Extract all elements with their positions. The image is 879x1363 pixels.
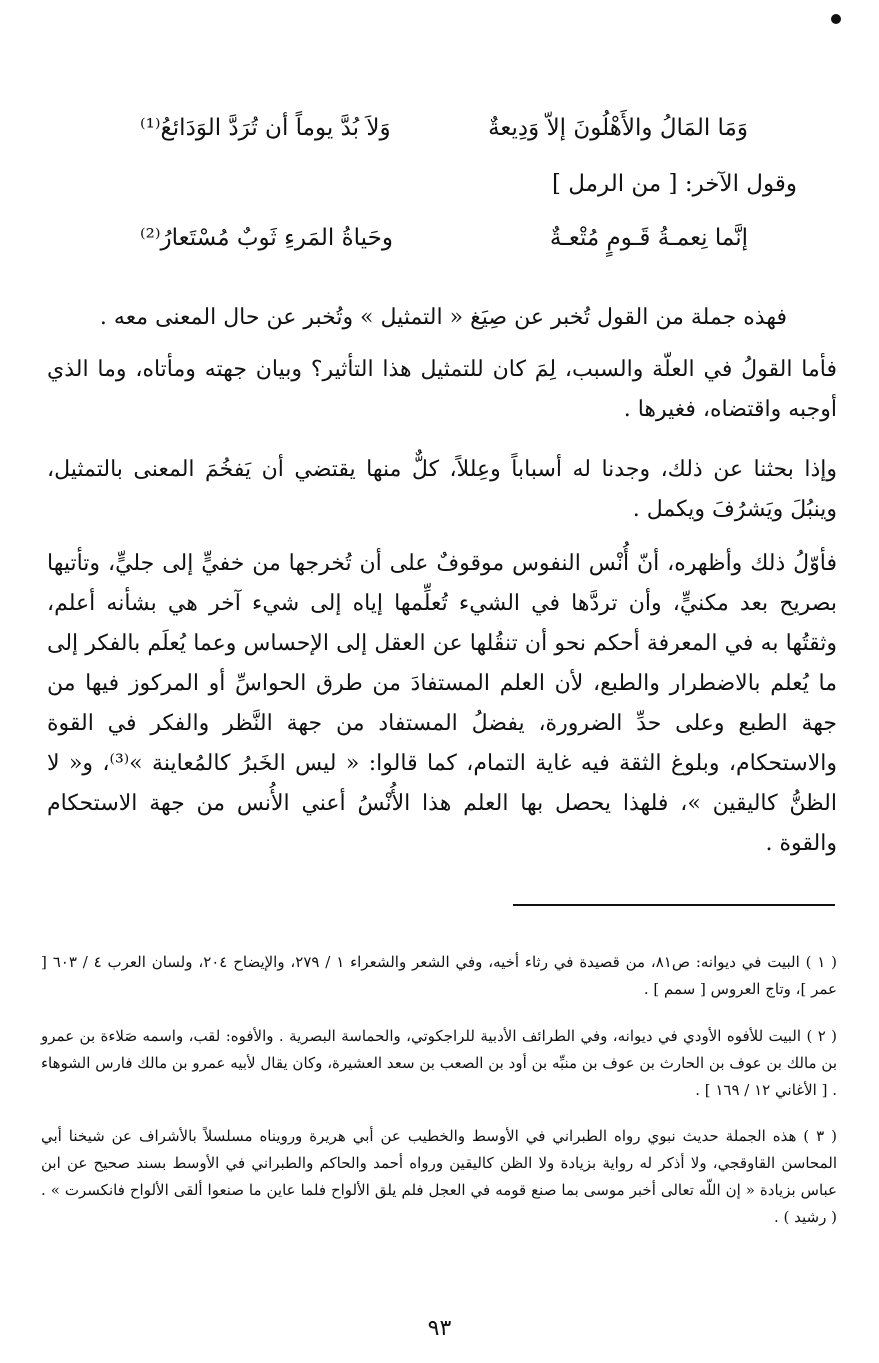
second-hemistich: وَلاَ بُدَّ يوماً أن تُرَدَّ الوَدَائعُ⁽¹⁾ [140, 115, 391, 141]
page-corner-dot [831, 14, 841, 24]
body-paragraph: فأما القولُ في العلّة والسبب، لِمَ كان للتمثيل هذا التأثير؟ وبيان جهته ومأتاه، وما الذي أوجبه واقتضاه، فغيرها . [47, 357, 837, 422]
body-paragraph: فهذه جملة من القول تُخبر عن صِيَغ « التمثيل » وتُخبر عن حال المعنى معه . [99, 305, 787, 330]
footnote-separator [513, 904, 835, 906]
poetry-verse [140, 214, 748, 262]
footnote: ( ١ ) البيت في ديوانه: ص٨١، من قصيدة في رثاء أخيه، وفي الشعر والشعراء ١ / ٢٧٩، والإيضاح ٢٠٤، ولسان العرب ٤ / ٦٠٣ [ عمر ]، وتاج العروس [ سمم ] . [41, 953, 838, 998]
footnote: ( ٣ ) هذه الجملة حديث نبوي رواه الطبراني في الأوسط والخطيب عن أبي هريرة ورويناه مسلسلاً بالأشراف عن شيخنا أبي المحاسن القاوقجي، ولا أذكر له رواية بزيادة ولا الظن كاليقين ورواه أحمد والحاكم والطبراني في الأوسط بسند صحيح عن ابن عباس بزيادة « إن اللّه تعالى أخبر موسى بما صنع قومه في العجل فلم يلق الألواح فلما عاين ما صنعوا ألقى الألواح فانكسرت » . ( رشيد ) . [41, 1127, 837, 1226]
body-paragraph: فأوّلُ ذلك وأظهره، أنّ أُنْس النفوس موقوفٌ على أن تُخرجها من خفيٍّ إلى جليٍّ، وتأتيها بصريح بعد مكنيٍّ، وأن تردَّها في الشيء تُعلِّمها إياه إلى شيء آخر هي بشأنه أعلم، وثقتُها به في المعرفة أحكم نحو أن تنقُلها عن العقل إلى الإحساس وعما يُعلَم بالفكر إلى ما يُعلم بالاضطرار والطبع، لأن العلم المستفادَ من طرق الحواسِّ أو المركوز فيها من جهة الطبع وعلى حدِّ الضرورة، يفضلُ المستفاد من جهة النَّظر والفكر في القوة والاستحكام، وبلوغ الثقة فيه غاية التمام، كما قالوا: « ليس الخَبرُ كالمُعاينة »⁽³⁾، و« لا الظنُّ كاليقين »، فلهذا يحصل بها العلم هذا الأُنْسُ أعني الأُنس من جهة الاستحكام والقوة . [47, 551, 838, 856]
second-hemistich: وحَياةُ المَرءِ ثَوبٌ مُسْتَعارُ⁽²⁾ [140, 225, 393, 251]
page-number: ٩٣ [427, 1316, 452, 1341]
verse-introduction: وقول الآخر: [ من الرمل ] [551, 171, 797, 197]
body-paragraph: وإذا بحثنا عن ذلك، وجدنا له أسباباً وعِللاً، كلٌّ منها يقتضي أن يَفخُمَ المعنى بالتمثيل، وينبُلَ ويَشرُفَ ويكمل . [47, 457, 837, 522]
poetry-verse [140, 104, 748, 152]
first-hemistich: وَمَا المَالُ والأَهْلُونَ إلاّ وَدِيعةٌ [488, 115, 748, 141]
first-hemistich: إنَّما نِعمـةُ قَـومٍ مُتْعـةٌ [549, 225, 748, 251]
footnote: ( ٢ ) البيت للأفوه الأودي في ديوانه، وفي الطرائف الأدبية للراجكوتي، والحماسة البصرية . والأفوه: لقب، واسمه صَلاءة بن عمرو بن مالك بن عوف بن الحارث بن عوف بن منبِّه بن أود بن الصعب بن سعد العشيرة، وكان يقال لأبيه عمرو بن مالك فارس الشوهاء . [ الأغاني ١٢ / ١٦٩ ] . [41, 1027, 837, 1099]
